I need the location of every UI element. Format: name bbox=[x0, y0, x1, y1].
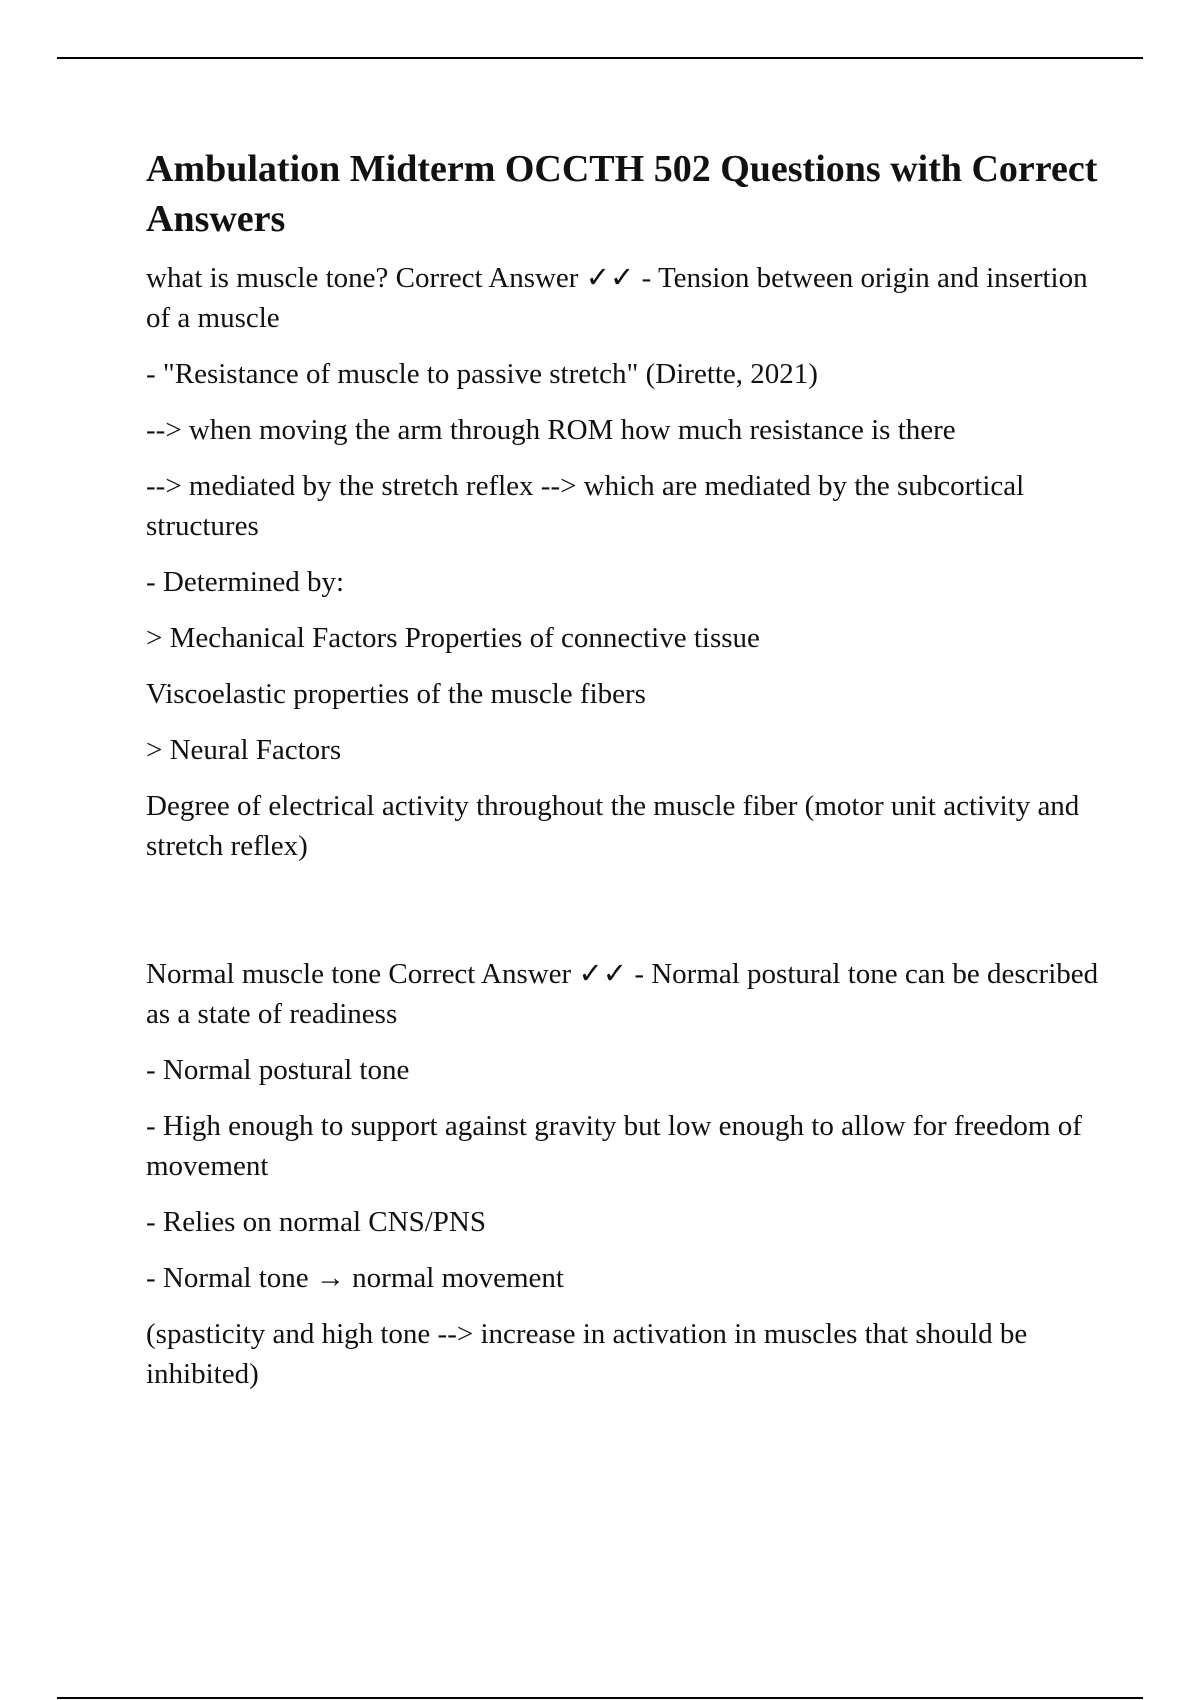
answer-line: > Mechanical Factors Properties of connective tissue bbox=[146, 622, 760, 654]
question-answer: Normal muscle tone Correct Answer ✓✓ - Normal postural tone can be described as a state of readiness bbox=[146, 958, 1099, 1030]
answer-line: (spasticity and high tone --> increase in activation in muscles that should be inhibited) bbox=[146, 1318, 1028, 1390]
qa-section-normal-muscle-tone bbox=[146, 954, 1106, 1394]
question-answer: what is muscle tone? Correct Answer ✓✓ - Tension between origin and insertion of a muscle bbox=[146, 262, 1088, 334]
answer-line: - "Resistance of muscle to passive stretch" (Dirette, 2021) bbox=[146, 358, 818, 390]
answer-line: - Normal postural tone bbox=[146, 1054, 410, 1086]
section-spacer bbox=[146, 882, 1106, 954]
answer-line: - Determined by: bbox=[146, 566, 345, 598]
answer-line: - High enough to support against gravity but low enough to allow for freedom of movement bbox=[146, 1110, 1082, 1182]
document-body bbox=[146, 144, 1106, 1410]
document-title: Ambulation Midterm OCCTH 502 Questions with Correct Answers bbox=[146, 148, 1098, 240]
answer-line: > Neural Factors bbox=[146, 734, 342, 766]
answer-line: --> when moving the arm through ROM how much resistance is there bbox=[146, 414, 956, 446]
header-rule bbox=[57, 57, 1143, 59]
answer-line: Viscoelastic properties of the muscle fibers bbox=[146, 678, 646, 710]
answer-line: - Normal tone → normal movement bbox=[146, 1262, 564, 1294]
answer-line: - Relies on normal CNS/PNS bbox=[146, 1206, 486, 1238]
footer-rule bbox=[57, 1697, 1143, 1699]
answer-line: Degree of electrical activity throughout the muscle fiber (motor unit activity and stretch reflex) bbox=[146, 790, 1080, 862]
answer-line: --> mediated by the stretch reflex --> which are mediated by the subcortical structures bbox=[146, 470, 1025, 542]
qa-section-muscle-tone bbox=[146, 258, 1106, 866]
